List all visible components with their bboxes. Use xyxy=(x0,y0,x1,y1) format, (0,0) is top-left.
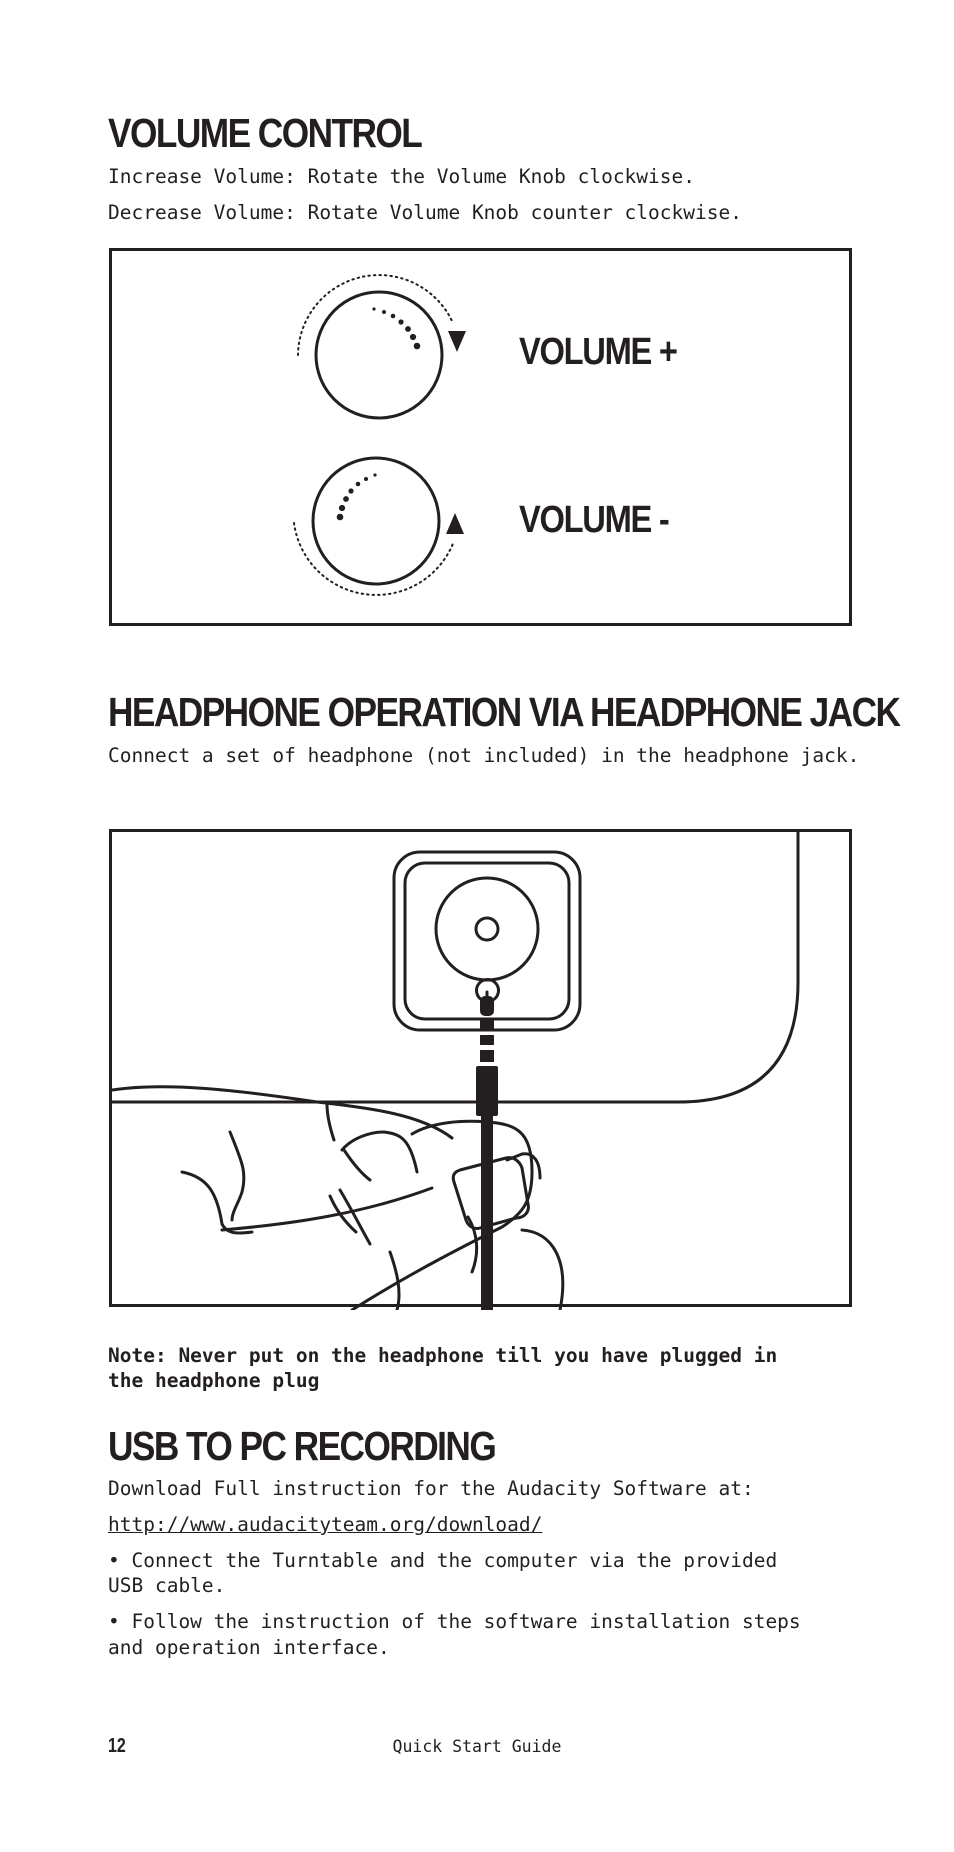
usb-bullet1-line2: USB cable. xyxy=(108,1574,226,1597)
headphone-instruction-text: Connect a set of headphone (not included) in the headphone jack. xyxy=(108,744,860,767)
footer-guide-title: Quick Start Guide xyxy=(392,1737,562,1756)
headphone-jack-drawing xyxy=(112,832,855,1310)
headphone-heading: HEADPHONE OPERATION VIA HEADPHONE JACK xyxy=(108,689,900,735)
volume-knob-illustration xyxy=(109,248,852,626)
usb-bullet1-line1: • Connect the Turntable and the computer via the provided xyxy=(108,1549,778,1572)
knob-counter-clockwise-icon xyxy=(294,458,464,595)
audacity-download-url[interactable]: http://www.audacityteam.org/download/ xyxy=(108,1513,543,1536)
increase-volume-text: Increase Volume: Rotate the Volume Knob clockwise. xyxy=(108,165,695,188)
volume-knob-drawing xyxy=(112,251,855,629)
headphone-jack-illustration xyxy=(109,829,852,1307)
hand-drawing xyxy=(112,1087,563,1310)
headphone-note-line1: Note: Never put on the headphone till you have plugged in xyxy=(108,1344,778,1367)
knob-clockwise-icon xyxy=(298,275,466,418)
usb-recording-heading: USB TO PC RECORDING xyxy=(108,1423,496,1469)
headphone-plug-icon xyxy=(476,996,498,1310)
page-number: 12 xyxy=(108,1735,126,1757)
download-instruction-text: Download Full instruction for the Audacity Software at: xyxy=(108,1477,754,1500)
volume-plus-label: VOLUME + xyxy=(519,331,677,373)
volume-minus-label: VOLUME - xyxy=(519,499,669,541)
headphone-note-line2: the headphone plug xyxy=(108,1369,320,1392)
decrease-volume-text: Decrease Volume: Rotate Volume Knob counter clockwise. xyxy=(108,201,742,224)
volume-control-heading: VOLUME CONTROL xyxy=(108,110,422,156)
audacity-download-link[interactable] xyxy=(108,1512,542,1538)
usb-bullet2-line1: • Follow the instruction of the software installation steps xyxy=(108,1610,801,1633)
usb-bullet2-line2: and operation interface. xyxy=(108,1636,390,1659)
